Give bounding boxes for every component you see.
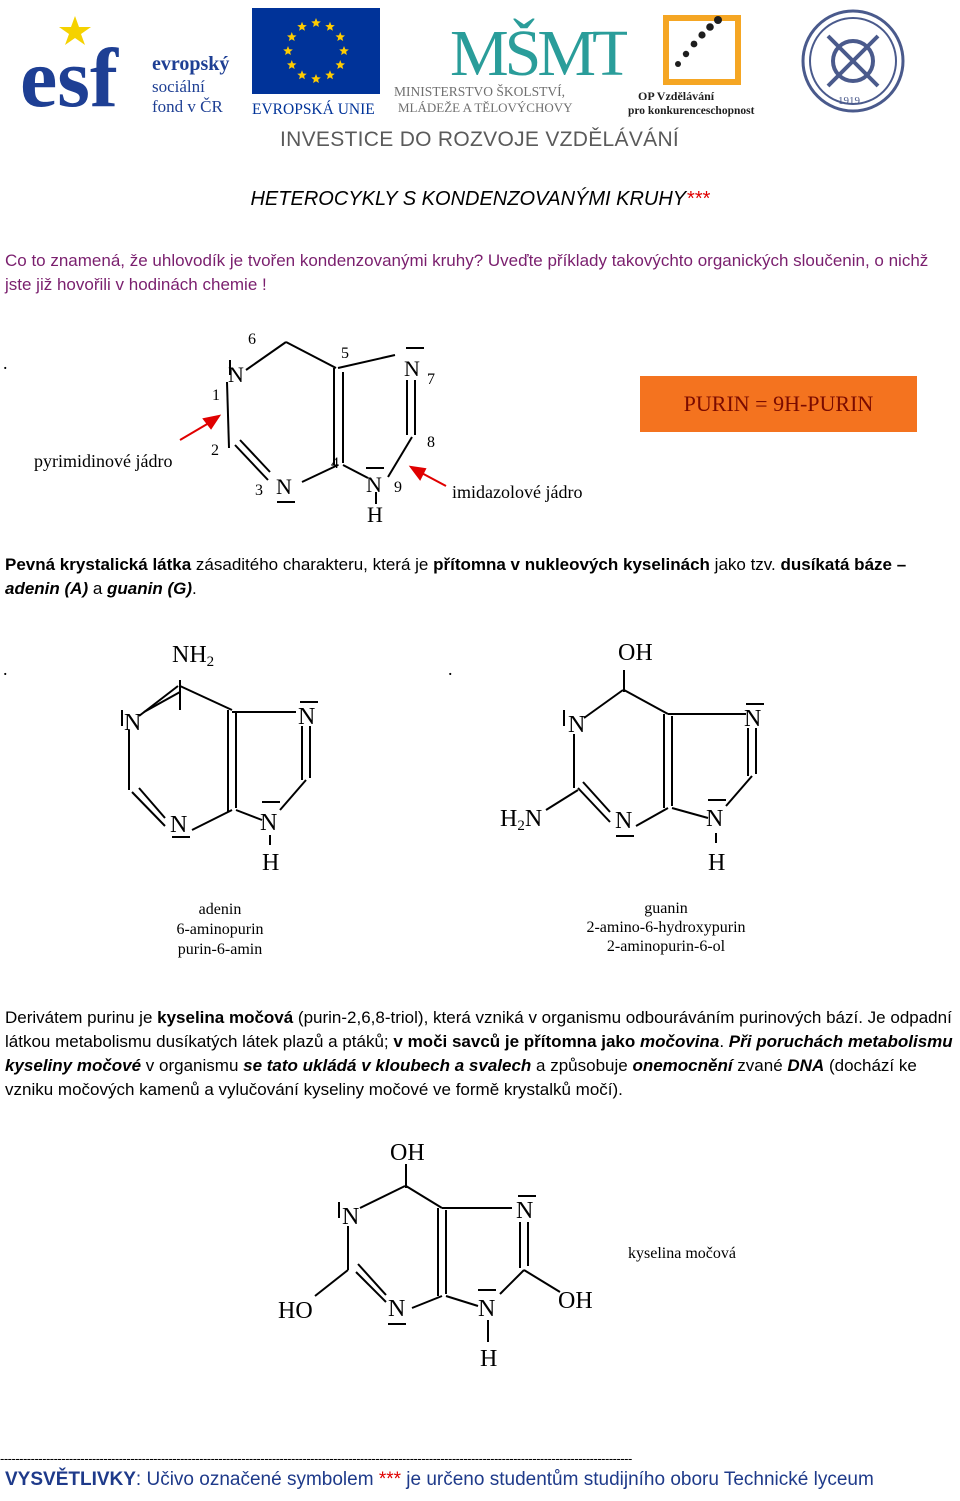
p1-bold-2: přítomna v nukleových kyselinách — [433, 555, 710, 574]
guanine-dot: . — [448, 659, 453, 679]
guanine-n9: N — [706, 806, 724, 832]
adenine-n1: N — [124, 710, 142, 736]
label-imidazole: imidazolové jádro — [452, 482, 583, 502]
footer-divider: --------------------------------------------------------------------------------------------------------------------------------------------------------------------- — [0, 1451, 632, 1466]
num-4: 4 — [331, 455, 339, 472]
hammers-icon — [828, 36, 878, 86]
p1-adenin: adenin (A) — [5, 579, 89, 598]
footer-text-2: je určeno studentům studijního oboru Technické lyceum — [401, 1469, 874, 1490]
adenine-name: adenin — [198, 901, 242, 918]
guanine-structure — [440, 630, 880, 970]
op-line1: OP Vzdělávání — [638, 89, 715, 103]
p1-text-5: . — [192, 579, 197, 598]
adenine-n7: N — [298, 704, 316, 730]
uric-ho-left: HO — [278, 1298, 313, 1324]
num-9: 9 — [394, 479, 402, 496]
guanine-n1: N — [568, 712, 586, 738]
guanine-n3: N — [615, 808, 633, 834]
adenine-name-2: 6-aminopurin — [176, 921, 264, 938]
dots-icon — [675, 16, 722, 67]
num-8: 8 — [427, 434, 435, 451]
seal-year: 1919 — [838, 95, 860, 107]
paragraph-purine-properties — [5, 553, 955, 601]
page-title — [0, 188, 960, 211]
p2-text-5: a způsobuje — [531, 1056, 633, 1075]
label-pyrimidine: pyrimidinové jádro — [34, 451, 173, 471]
school-seal-logo — [798, 6, 908, 116]
esf-line3: fond v ČR — [152, 97, 223, 116]
uric-n3: N — [388, 1296, 406, 1322]
uric-oh-top: OH — [390, 1140, 425, 1166]
esf-line1: evropský — [152, 53, 230, 75]
uric-n1: N — [342, 1204, 360, 1230]
num-1: 1 — [212, 387, 220, 404]
purin-label-box: PURIN = 9H-PURIN — [640, 376, 917, 432]
p2-text-4: v organismu — [141, 1056, 244, 1075]
uric-n9: N — [478, 1296, 496, 1322]
title-stars: *** — [686, 188, 710, 210]
p1-text-4: a — [88, 579, 108, 598]
num-5: 5 — [341, 345, 349, 362]
footer-stars: *** — [378, 1469, 401, 1490]
p2-bold-1: kyselina močová — [157, 1008, 294, 1027]
atom-n1: N — [228, 362, 244, 387]
esf-line2: sociální — [152, 77, 205, 96]
uric-name: kyselina močová — [628, 1245, 736, 1262]
atom-h9: H — [367, 502, 383, 527]
guanine-n7: N — [744, 706, 762, 732]
esf-logo — [20, 8, 245, 118]
p2-bold-2: v moči savců je přítomna jako — [393, 1032, 640, 1051]
p1-bold-1: Pevná krystalická látka — [5, 555, 192, 574]
p1-text-2: jako tzv. — [709, 555, 781, 574]
p2-mocovina: močovina — [639, 1032, 720, 1051]
p2-dna: DNA — [787, 1056, 825, 1075]
guanine-oh: OH — [618, 640, 653, 666]
purine-dot: . — [3, 353, 8, 373]
msmt-logo — [392, 5, 627, 115]
p2-bi-4: onemocnění — [632, 1056, 733, 1075]
num-6: 6 — [248, 331, 256, 348]
p2-text-6: zvané — [732, 1056, 788, 1075]
p1-bold-3: dusíkatá báze – — [780, 555, 907, 574]
uric-h9: H — [480, 1346, 498, 1372]
uric-acid-structure — [220, 1130, 780, 1380]
uric-oh-right: OH — [558, 1288, 593, 1314]
adenine-n3: N — [170, 812, 188, 838]
adenine-dot: . — [3, 659, 8, 679]
guanine-name-3: 2-aminopurin-6-ol — [606, 938, 726, 955]
footer-label: VYSVĚTLIVKY — [5, 1469, 136, 1490]
footer-text-1: : Učivo označené symbolem — [135, 1469, 379, 1490]
eu-label: EVROPSKÁ UNIE — [252, 101, 375, 118]
eu-logo — [252, 8, 382, 118]
guanine-name-2: 2-amino-6-hydroxypurin — [586, 919, 746, 936]
atom-n9: N — [366, 472, 382, 497]
uric-n7: N — [516, 1198, 534, 1224]
msmt-mark: MŠMT — [450, 17, 627, 90]
p2-bi-3: se tato ukládá v kloubech a svalech — [243, 1056, 532, 1075]
p2-text-3: . — [719, 1032, 729, 1051]
p1-guanin: guanin (G) — [107, 579, 192, 598]
guanine-h9: H — [708, 850, 726, 876]
atom-n7: N — [404, 356, 420, 381]
num-2: 2 — [211, 442, 219, 459]
purine-structure — [0, 320, 640, 530]
num-3: 3 — [255, 482, 263, 499]
msmt-line1: MINISTERSTVO ŠKOLSTVÍ, — [394, 84, 566, 99]
p2-text-1: Derivátem purinu je — [5, 1008, 158, 1027]
op-logo — [628, 8, 778, 118]
num-7: 7 — [427, 371, 435, 388]
guanine-h2n: H2N — [500, 806, 543, 834]
esf-abbr: esf — [20, 32, 118, 118]
adenine-h9: H — [262, 850, 280, 876]
paragraph-uric-acid — [5, 1006, 955, 1102]
adenine-name-3: purin-6-amin — [177, 941, 263, 958]
p2-bi-2: Při poruchách metabolismu kyseliny močové — [5, 1032, 953, 1075]
msmt-line2: MLÁDEŽE A TĚLOVÝCHOVY — [398, 100, 573, 115]
investice-tagline: INVESTICE DO ROZVOJE VZDĚLÁVÁNÍ — [280, 128, 680, 151]
op-line2: pro konkurenceschopnost — [628, 105, 755, 117]
adenine-nh2: NH2 — [172, 642, 215, 670]
guanine-name: guanin — [644, 900, 688, 917]
p2-text-2: (purin-2,6,8-triol), která vzniká v organismu odbouráváním purinových bází. Je odpadní látkou metabolismu dusíkatých látek plazů a ptáků; — [5, 1008, 952, 1051]
p2-text-7: (dochází ke vzniku močových kamenů a vylučování kyseliny močové ve formě krystalků močí). — [5, 1056, 917, 1099]
question-text: Co to znamená, že uhlovodík je tvořen kondenzovanými kruhy? Uveďte příklady takovýchto organických sloučenin, o nichž jste již hovořili v hodinách chemie ! — [5, 251, 929, 294]
title-text: HETEROCYKLY S KONDENZOVANÝMI KRUHY — [250, 188, 687, 210]
adenine-structure — [0, 630, 440, 970]
adenine-n9: N — [260, 810, 278, 836]
atom-n3: N — [276, 474, 292, 499]
p1-text-1: zásaditého charakteru, která je — [191, 555, 434, 574]
footer-note — [5, 1469, 874, 1491]
